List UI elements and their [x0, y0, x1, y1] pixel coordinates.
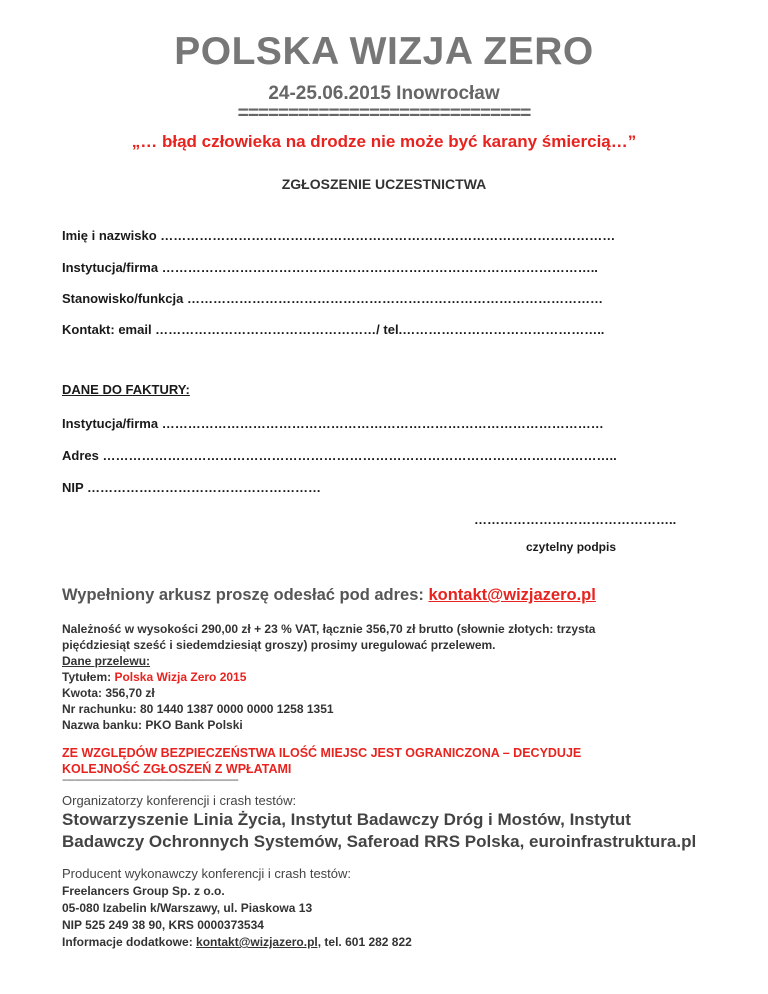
info-email-link[interactable]: kontakt@wizjazero.pl, [196, 935, 322, 949]
transfer-title-label: Tytułem: [62, 670, 115, 684]
name-field[interactable]: Imię i nazwisko …………………………………………………………………………………………… [62, 228, 616, 243]
transfer-account: Nr rachunku: 80 1440 1387 0000 0000 1258 1351 [62, 702, 334, 716]
dashed-divider: ------------------------------------------------------------------ [62, 774, 238, 786]
transfer-bank: Nazwa banku: PKO Bank Polski [62, 718, 243, 732]
separator-line: ============================= [237, 103, 531, 124]
organizers-line-1: Stowarzyszenie Linia Życia, Instytut Badawczy Dróg i Mostów, Instytut [62, 810, 631, 829]
nip-field[interactable]: NIP ……………………………………………… [62, 480, 322, 495]
organizers-label: Organizatorzy konferencji i crash testów: [62, 793, 297, 808]
form-heading: ZGŁOSZENIE UCZESTNICTWA [281, 176, 487, 192]
page-title: POLSKA WIZJA ZERO [174, 30, 594, 73]
transfer-amount: Kwota: 356,70 zł [62, 686, 155, 700]
warning-line-2: KOLEJNOŚĆ ZGŁOSZEŃ Z WPŁATAMI [62, 762, 292, 776]
transfer-title-value: Polska Wizja Zero 2015 [114, 670, 247, 684]
info-phone: tel. 601 282 822 [321, 935, 412, 949]
event-date-place: 24-25.06.2015 Inowrocław [268, 83, 500, 104]
transfer-heading: Dane przelewu: [62, 654, 151, 668]
send-text: Wypełniony arkusz proszę odesłać pod adres: [62, 586, 429, 604]
producer-company: Freelancers Group Sp. z o.o. [62, 884, 225, 898]
position-field[interactable]: Stanowisko/funkcja …………………………………………………………………………………… [62, 291, 603, 306]
payment-line-1: Należność w wysokości 290,00 zł + 23 % VAT, łącznie 356,70 zł brutto (słownie złotych: trzysta [62, 622, 596, 636]
producer-address: 05-080 Izabelin k/Warszawy, ul. Piaskowa 13 [62, 901, 313, 915]
send-instruction [62, 586, 596, 605]
info-label: Informacje dodatkowe: [62, 935, 197, 949]
address-field[interactable]: Adres ……………………………………………………………………………………………………….. [62, 448, 617, 463]
producer-label: Producent wykonawczy konferencji i crash testów: [62, 866, 352, 881]
producer-info [62, 935, 412, 949]
transfer-title [62, 670, 246, 684]
organizers-line-2: Badawczy Ochronnych Systemów, Saferoad RRS Polska, euroinfrastruktura.pl [62, 832, 697, 851]
institution-field[interactable]: Instytucja/firma ……………………………………………………………………………………….. [62, 260, 598, 275]
signature-label: czytelny podpis [526, 540, 617, 554]
send-email-link[interactable]: kontakt@wizjazero.pl [428, 586, 596, 604]
producer-ids: NIP 525 249 38 90, KRS 0000373534 [62, 918, 264, 932]
invoice-heading: DANE DO FAKTURY: [62, 382, 190, 397]
invoice-institution-field[interactable]: Instytucja/firma ………………………………………………………………………………………… [62, 416, 604, 431]
signature-field[interactable]: ……………………………………….. [474, 512, 677, 527]
payment-line-2: pięćdziesiąt sześć i siedemdziesiąt groszy) prosimy uregulować przelewem. [62, 638, 496, 652]
contact-field[interactable]: Kontakt: email ……………………………………………/ tel.……………………………………….. [62, 322, 605, 337]
warning-line-1: ZE WZGLĘDÓW BEZPIECZEŃSTWA ILOŚĆ MIEJSC JEST OGRANICZONA – DECYDUJE [62, 746, 582, 760]
motto-quote: „… błąd człowieka na drodze nie może być karany śmiercią…” [131, 132, 637, 151]
